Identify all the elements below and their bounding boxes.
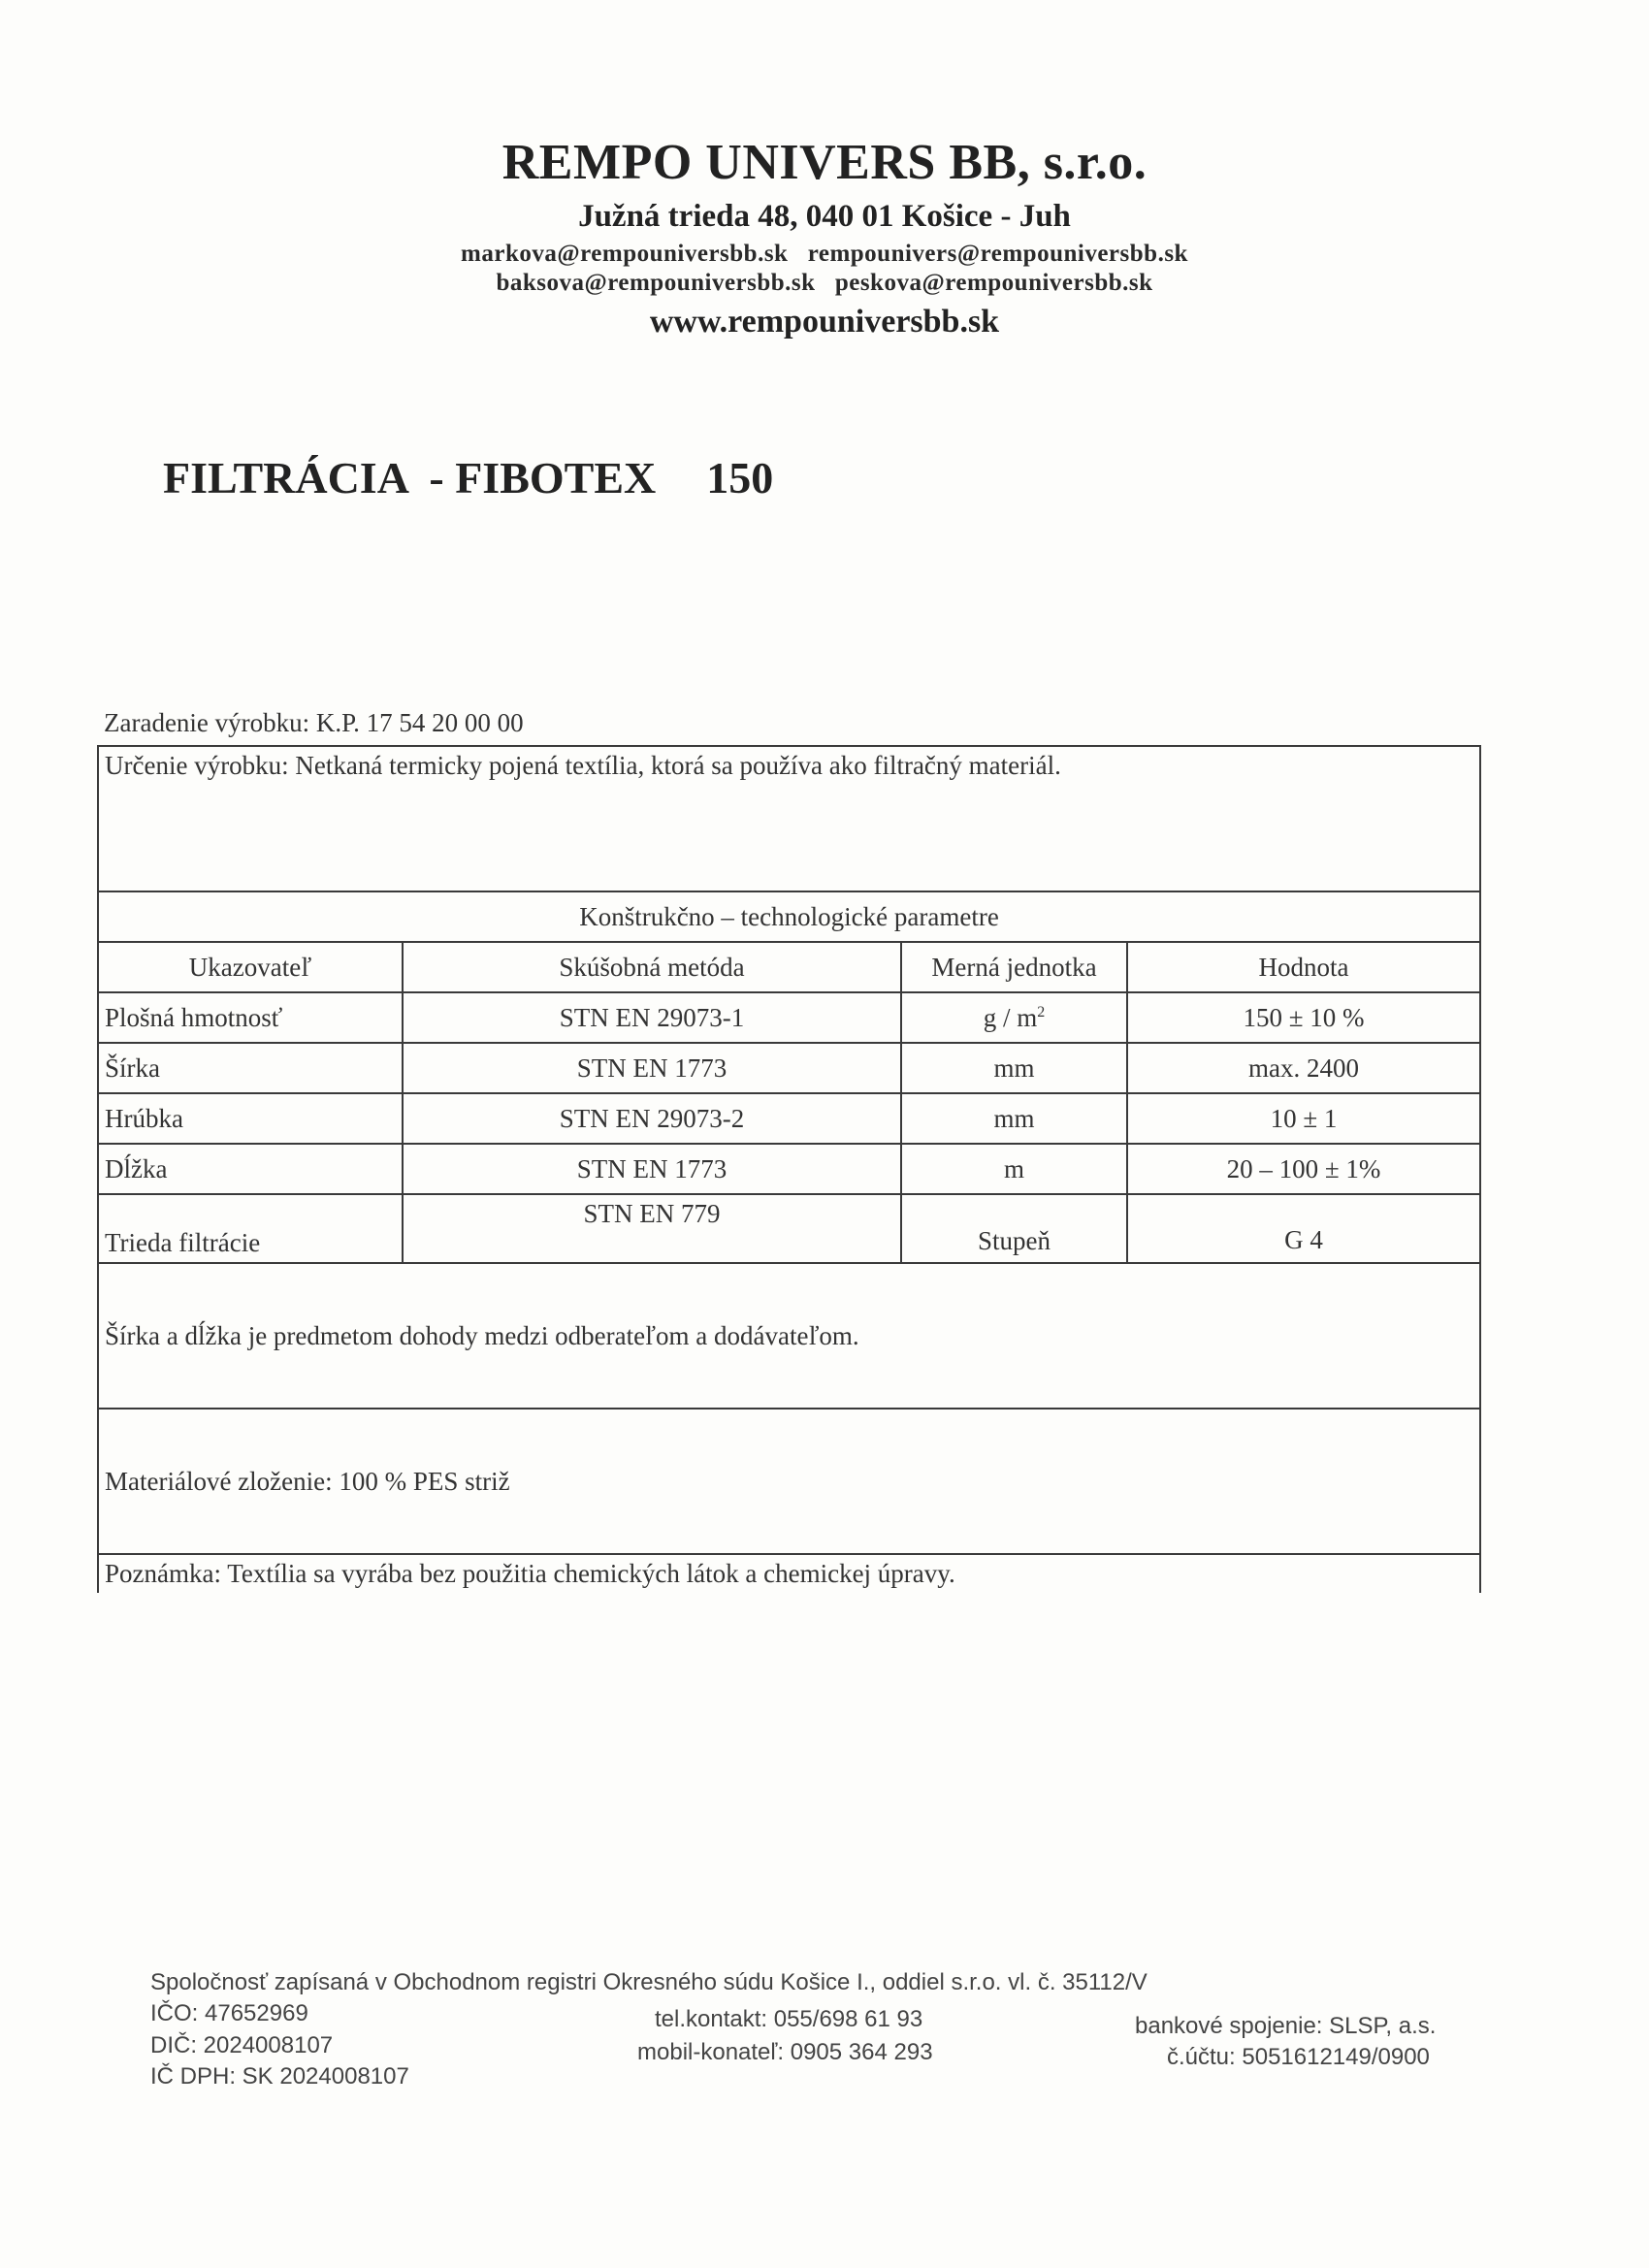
table-row: [98, 992, 1480, 1043]
table-row: [98, 1194, 1480, 1263]
header-value: Hodnota: [1127, 942, 1480, 992]
row-indicator: Plošná hmotnosť: [98, 992, 403, 1043]
row-unit: mm: [901, 1043, 1127, 1093]
email-line-1: markova@rempouniversbb.sk rempounivers@rempouniversbb.sk: [461, 241, 1188, 267]
product-title: [163, 452, 773, 503]
unit-text: g / m: [983, 1002, 1038, 1032]
row-method: STN EN 29073-2: [403, 1093, 901, 1144]
table-header-row: [98, 942, 1480, 992]
specification-table: [97, 745, 1481, 1593]
table-row: [98, 1144, 1480, 1194]
row-unit: [901, 992, 1127, 1043]
bank-account: č.účtu: 5051612149/0900: [1167, 2044, 1430, 2070]
material-composition: Materiálové zloženie: 100 % PES striž: [98, 1409, 1480, 1554]
row-indicator: Trieda filtrácie: [98, 1194, 403, 1263]
company-registry: Spoločnosť zapísaná v Obchodnom registri Okresného súdu Košice I., oddiel s.r.o. vl. č. 35112/V: [150, 1969, 1148, 1995]
row-method: STN EN 1773: [403, 1043, 901, 1093]
company-icdph: IČ DPH: SK 2024008107: [150, 2063, 409, 2090]
product-number: 150: [706, 453, 774, 502]
company-website: www.rempouniversbb.sk: [649, 304, 1000, 340]
unit-superscript: 2: [1037, 1003, 1046, 1021]
email-line-2: baksova@rempouniversbb.sk peskova@rempouniversbb.sk: [496, 270, 1153, 296]
row-method: STN EN 29073-1: [403, 992, 901, 1043]
company-dic: DIČ: 2024008107: [150, 2032, 334, 2058]
contact-phone: tel.kontakt: 055/698 61 93: [655, 2006, 923, 2032]
product-name: FILTRÁCIA - FIBOTEX: [163, 453, 657, 502]
row-unit: mm: [901, 1093, 1127, 1144]
company-address: Južná trieda 48, 040 01 Košice - Juh: [578, 199, 1071, 234]
row-method: STN EN 1773: [403, 1144, 901, 1194]
row-indicator: Šírka: [98, 1043, 403, 1093]
product-classification: Zaradenie výrobku: K.P. 17 54 20 00 00: [104, 708, 524, 737]
row-value: max. 2400: [1127, 1043, 1480, 1093]
contact-mobile: mobil-konateľ: 0905 364 293: [637, 2039, 933, 2065]
product-purpose: Určenie výrobku: Netkaná termicky pojená textília, ktorá sa používa ako filtračný materiál.: [98, 746, 1480, 891]
section-title: Konštrukčno – technologické parametre: [98, 891, 1480, 942]
table-row: [98, 1093, 1480, 1144]
header-method: Skúšobná metóda: [403, 942, 901, 992]
company-ico: IČO: 47652969: [150, 2000, 308, 2026]
header-indicator: Ukazovateľ: [98, 942, 403, 992]
row-unit: m: [901, 1144, 1127, 1194]
bank-connection: bankové spojenie: SLSP, a.s.: [1135, 2013, 1437, 2039]
row-indicator: Dĺžka: [98, 1144, 403, 1194]
row-unit: Stupeň: [901, 1194, 1127, 1263]
row-value: 10 ± 1: [1127, 1093, 1480, 1144]
row-value: G 4: [1127, 1194, 1480, 1263]
row-value: 20 – 100 ± 1%: [1127, 1144, 1480, 1194]
row-indicator: Hrúbka: [98, 1093, 403, 1144]
row-method: STN EN 779: [403, 1194, 901, 1263]
table-row: [98, 1043, 1480, 1093]
company-name: REMPO UNIVERS BB, s.r.o.: [501, 135, 1148, 190]
remark: Poznámka: Textília sa vyrába bez použitia chemických látok a chemickej úpravy.: [98, 1554, 1480, 1593]
dimensions-note: Šírka a dĺžka je predmetom dohody medzi odberateľom a dodávateľom.: [98, 1263, 1480, 1409]
row-value: 150 ± 10 %: [1127, 992, 1480, 1043]
header-unit: Merná jednotka: [901, 942, 1127, 992]
